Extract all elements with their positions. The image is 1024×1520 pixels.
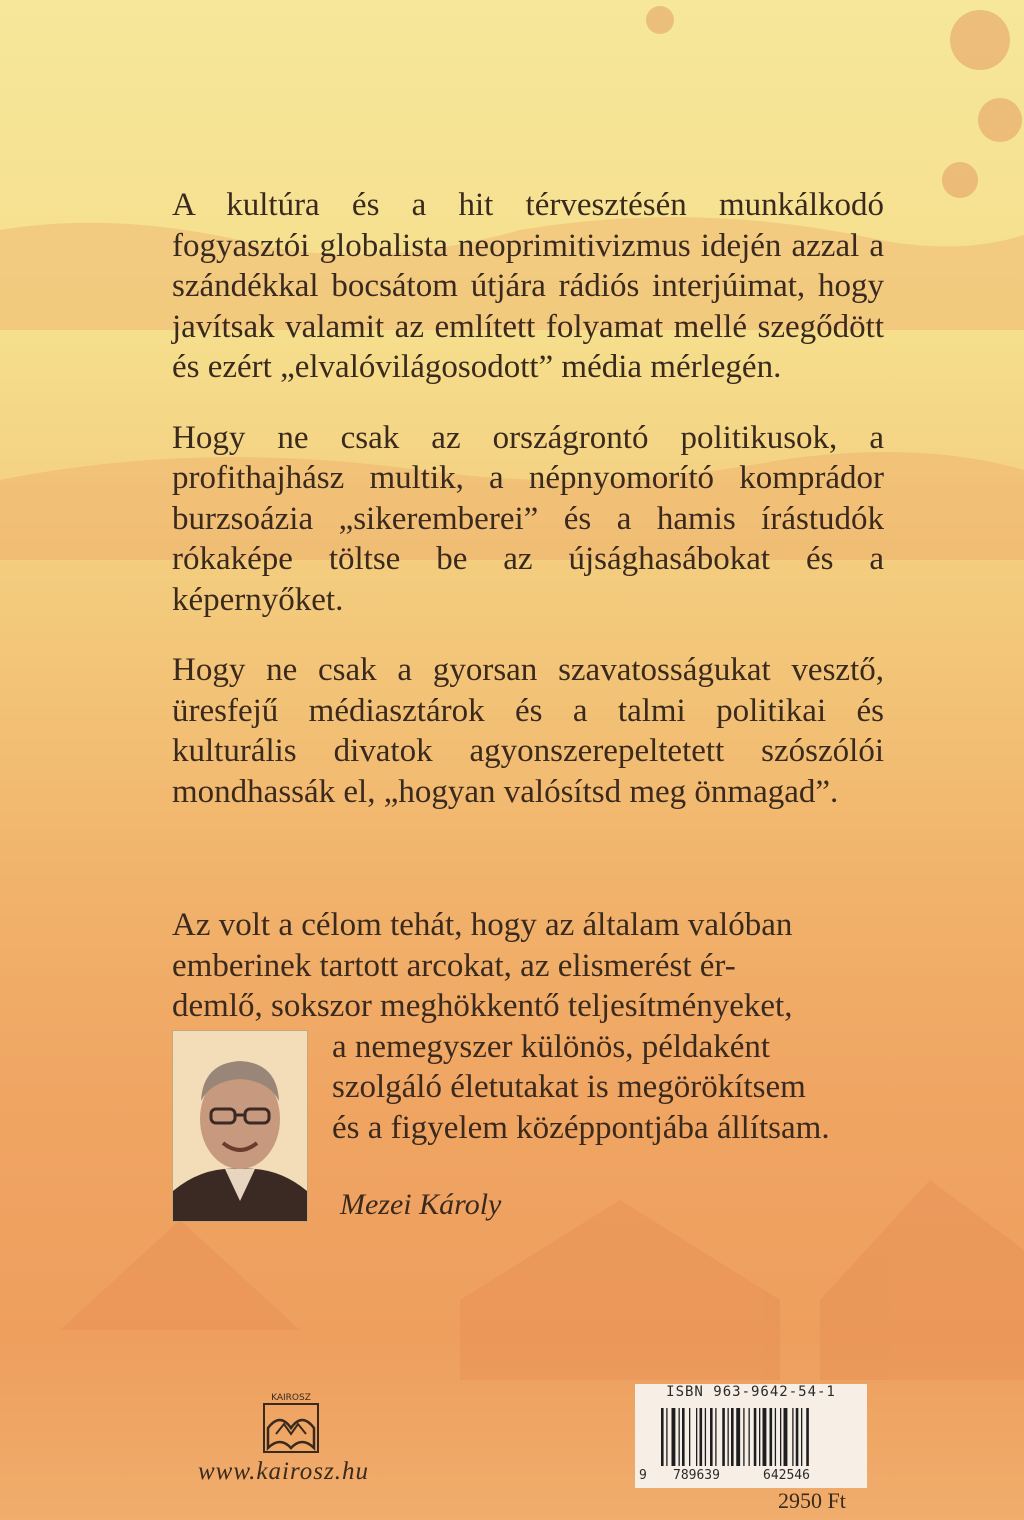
paragraph-4-line-1: Az volt a célom tehát, hogy az általam valóban <box>172 907 793 943</box>
svg-text:KAIROSZ: KAIROSZ <box>271 1393 311 1403</box>
author-photo <box>172 1030 308 1222</box>
paragraph-3: Hogy ne csak a gyorsan szavatosságukat vesztő, üresfejű médiasztárok és a talmi politikai és kulturális divatok agyonszerepeltetett szószólói mondhassák el, „hogyan valósítsd meg önmagad”. <box>172 652 884 810</box>
author-signature: Mezei Károly <box>340 1188 502 1221</box>
paragraph-4-line-5: szolgáló életutakat is megörökítsem <box>332 1069 806 1105</box>
isbn-label: ISBN 963-9642-54-1 <box>666 1384 836 1400</box>
paragraph-4-line-3: demlő, sokszor meghökkentő teljesítményeket, <box>172 988 793 1024</box>
paragraph-4-line-2: emberinek tartott arcokat, az elismerést ér- <box>172 947 736 984</box>
paragraph-4-line-6: és a figyelem középpontjába állítsam. <box>332 1109 830 1146</box>
isbn-barcode <box>635 1384 867 1488</box>
barcode-bars <box>661 1408 851 1468</box>
barcode-digit-first: 9 <box>639 1468 647 1483</box>
cover-text <box>172 185 884 842</box>
barcode-digits-left: 789639 <box>673 1468 720 1483</box>
kairosz-logo <box>254 1388 328 1458</box>
price: 2950 Ft <box>778 1488 846 1513</box>
paragraph-2: Hogy ne csak az országrontó politikusok, a profithajhász multik, a népnyomorító komprádor burzsoázia „sikeremberei” és a hamis írástudók rókaképe töltse be az újsághasábokat és a képernyőket. <box>172 419 884 618</box>
paragraph-1: A kultúra és a hit térvesztésén munkálkodó fogyasztói globalista neoprimitivizmus idején azzal a szándékkal bocsátom útjára rádiós interjúimat, hogy javítsak valamit az említett folyamat mellé szegődött és ezért „elvalóvilágosodott” média mérlegén. <box>172 187 884 385</box>
barcode-digits-right: 642546 <box>763 1468 810 1483</box>
paragraph-4-line-4: a nemegyszer különös, példaként <box>332 1028 771 1065</box>
publisher-url[interactable]: www.kairosz.hu <box>198 1458 369 1485</box>
